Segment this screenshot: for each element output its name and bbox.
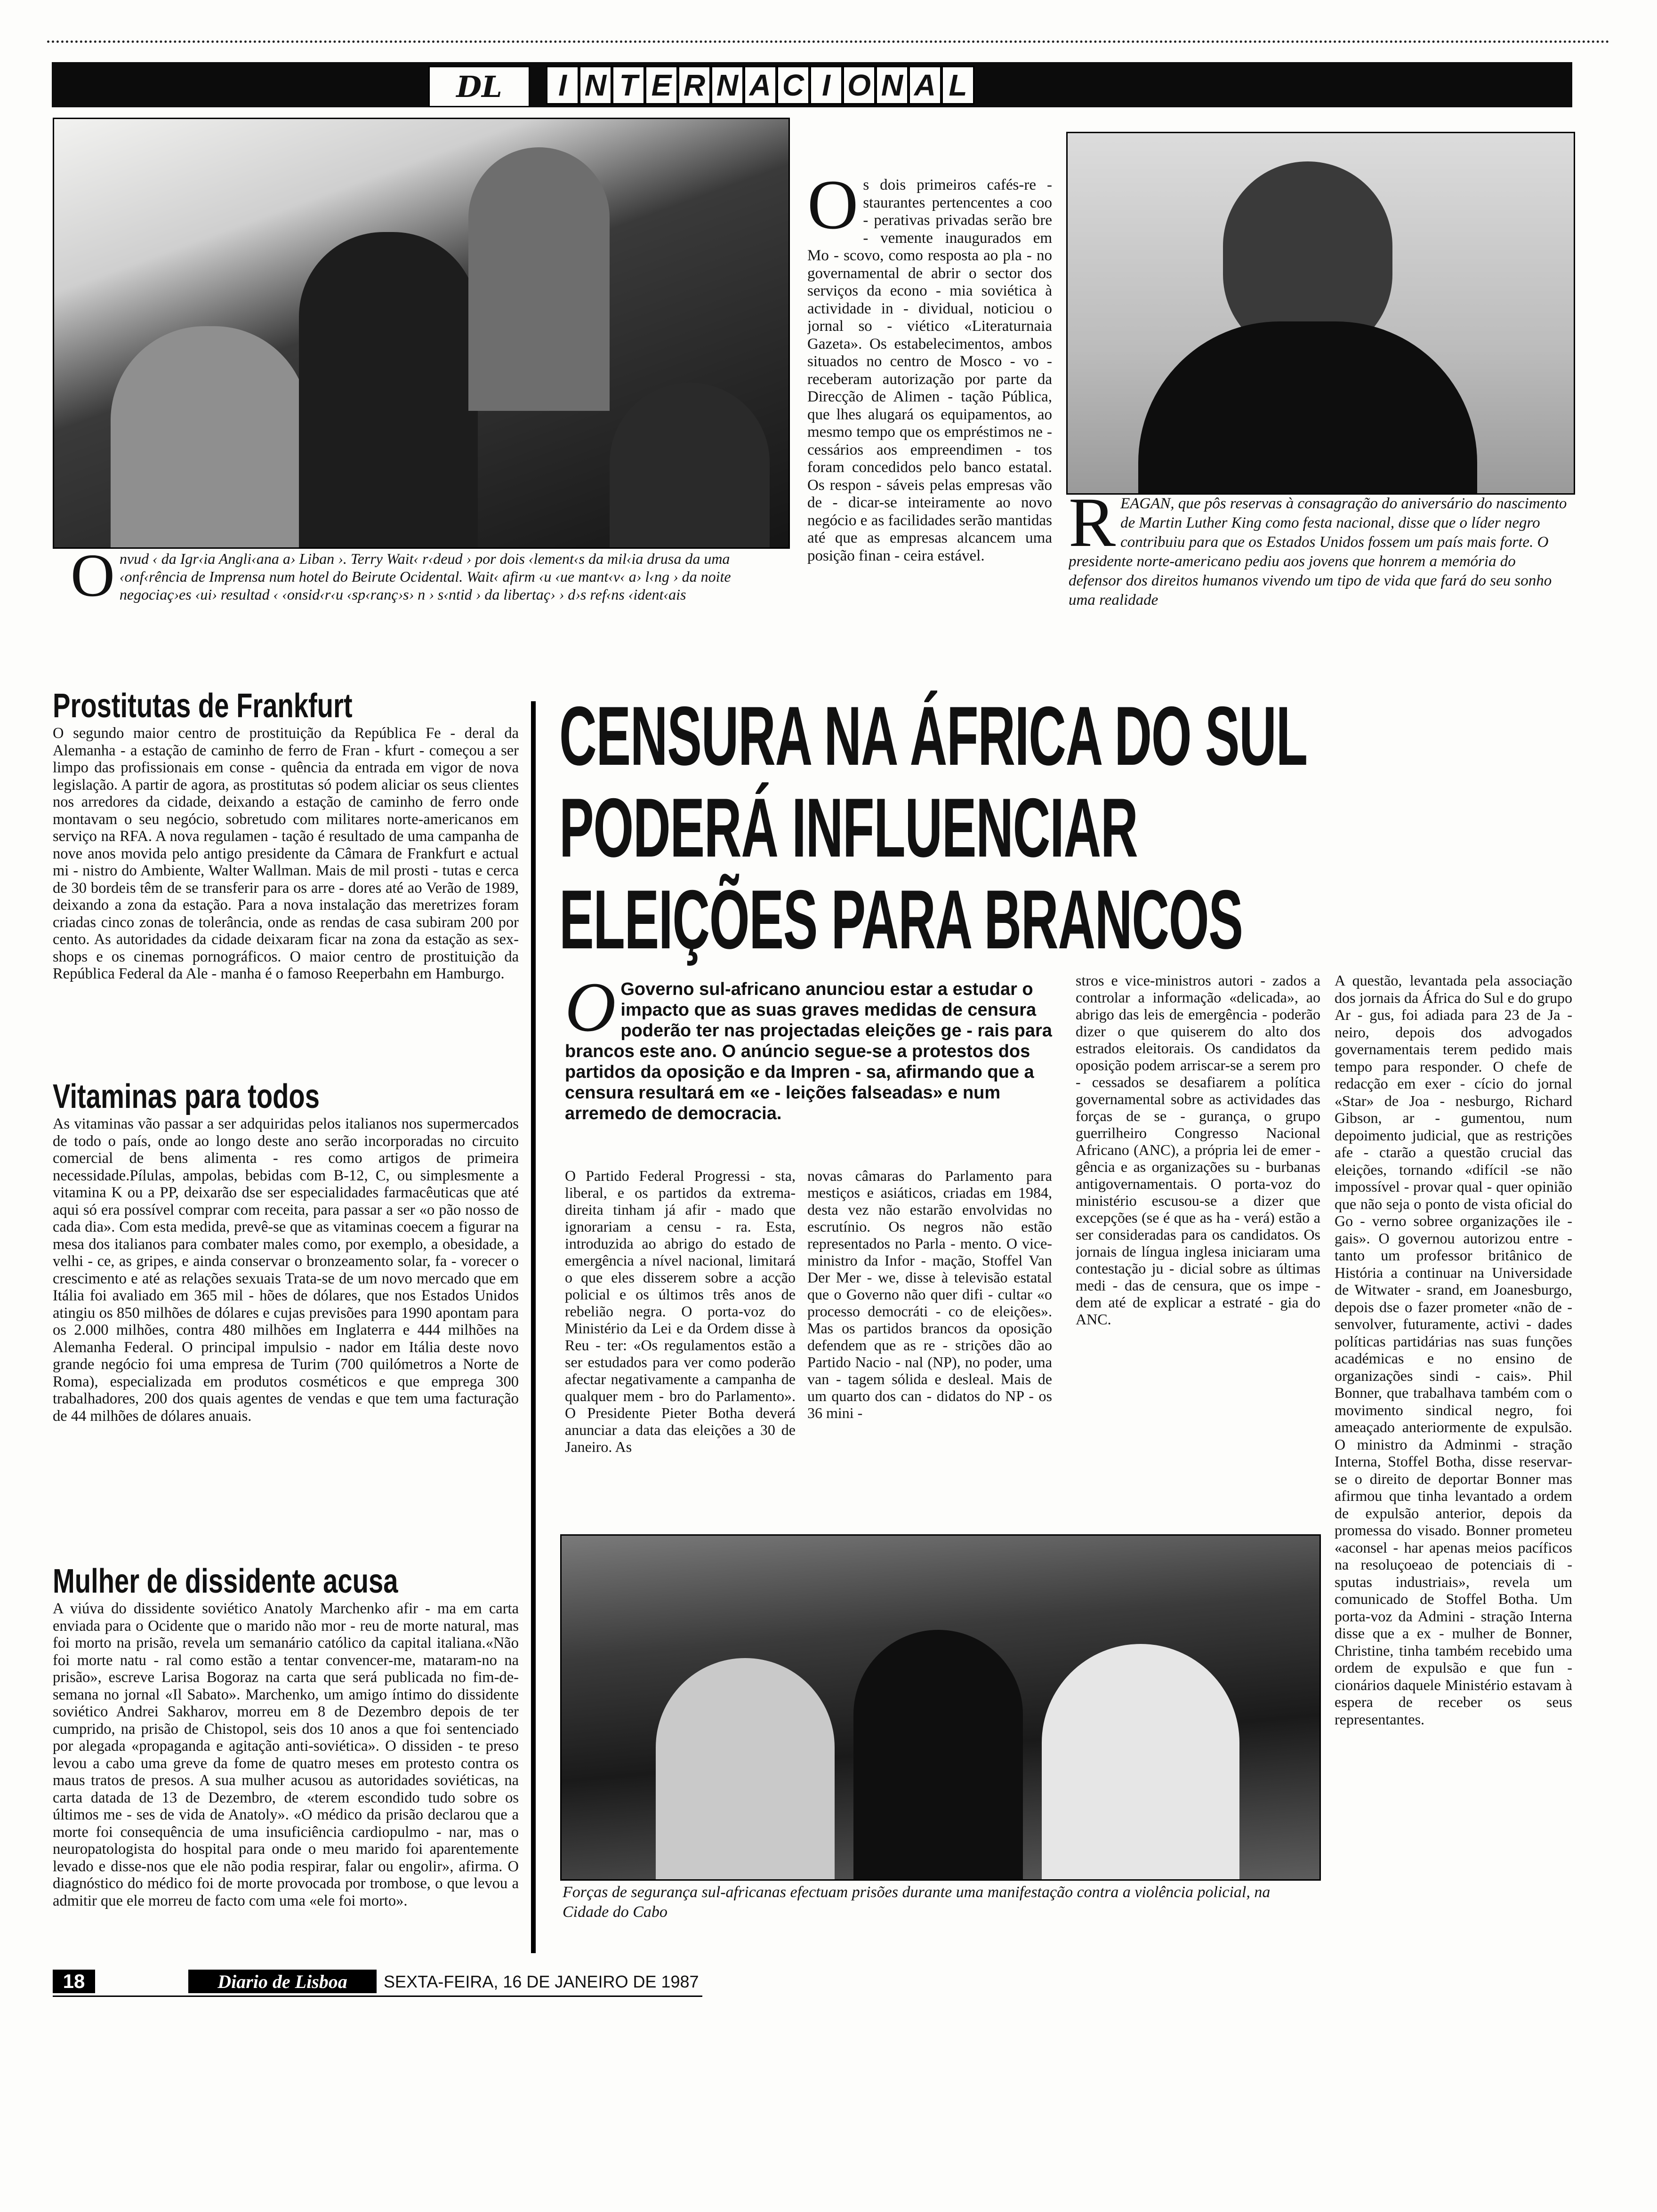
caption-text: EAGAN, que pôs reservas à consagração do aniversário do nascimento de Martin Luther King como festa nacional, disse que o líder negro contribuiu para que os Estados Unidos fossem um país mais forte. O presidente norte-americano pediu aos jovens que honrem a memória do defensor dos direitos humanos vivendo um tipo de vida que fará do seu sonho uma realidade (1069, 495, 1567, 609)
section-letter: L (941, 66, 974, 104)
article-cafes (807, 176, 1052, 671)
main-col-3 (1076, 972, 1320, 1490)
caption-dropcap: R (1069, 494, 1116, 561)
section-letter: T (612, 66, 645, 104)
brief-prostitutas (53, 687, 519, 1097)
caption-dropcap: O (71, 550, 115, 609)
main-col-1 (565, 1167, 796, 1492)
photo-figure (299, 232, 478, 547)
section-letter: A (909, 66, 941, 104)
section-letter: N (579, 66, 612, 104)
section-title (546, 66, 974, 104)
main-headline-line3: ELEIÇÕES PARA BRANCOS (559, 873, 1243, 966)
article-dropcap: O (807, 176, 859, 244)
footer-rule (53, 1996, 702, 1997)
section-letter: N (876, 66, 909, 104)
photo-figure (656, 1658, 835, 1879)
masthead-logo (428, 66, 530, 107)
section-letter: I (810, 66, 843, 104)
section-letter: I (546, 66, 579, 104)
page-number: 18 (63, 1970, 85, 1992)
brief-heading: Vitaminas para todos (53, 1078, 320, 1115)
section-letter: E (645, 66, 678, 104)
logo-text: DL (456, 69, 502, 104)
top-dotted-rule (47, 40, 1610, 43)
photo-reagan (1066, 132, 1575, 495)
column-rule (531, 701, 536, 1953)
section-letter: N (711, 66, 744, 104)
lead-text: Governo sul-africano anunciou estar a estudar o impacto que as suas graves medidas de censura poderão ter nas projectadas eleições ge - rais para brancos este ano. O anúncio segue-se a protestos dos partidos da oposição e da Impren - sa, afirmando que a censura resultará em «e - leições falseadas» e num arremedo de democracia. (565, 979, 1052, 1123)
main-col-text: O Partido Federal Progressi - sta, liberal, e os partidos da extrema-direita tinham já afir - mado que ignorariam a censu - ra. Esta, introduzida ao abrigo do estado de emergência a nível nacional, limitará o que eles disserem sobre a acção policial e os últimos três anos de rebelião negra. O porta-voz do Ministério da Lei e da Ordem disse à Reu - ter: «Os regulamentos estão a ser estudados para ver como poderão afectar negativamente a campanha de qualquer mem - bro do Parlamento». O Presidente Pieter Botha deverá anunciar a data das eleições a 30 de Janeiro. As (565, 1167, 796, 1455)
section-letter: O (843, 66, 876, 104)
brief-text: As vitaminas vão passar a ser adquiridas pelos italianos nos supermercados de todo o país, onde ao longo deste ano serão incorporadas no circuito comercial de bens alimenta - res como artigos de primeira necessidade.Pílulas, ampolas, bebidas com B-12, C, ou simplesmente a vitamina K ou a PP, deixarão dse ser especialidades farmacêuticas que até aqui só era possível comprar com receita, para passar a ser «o pão nosso de cada dia». Com esta medida, prevê-se que as vitaminas coecem a figurar na mesa dos italianos para combater males como, por exemplo, a obesidade, a velhi - ce, as gripes, e ainda conservar o bronzeamento solar, fa - vorecer o crescimento e até as relações sexuais Trata-se de um novo mercado que em Itália foi avaliado em 365 mil - hões de dólares, que nos Estados Unidos atingiu os 850 milhões de dólares e cujas previsões para 1990 apontam para os 2.000 milhões, contra 480 milhões em Inglaterra e 444 milhões na Alemanha Federal. O principal impulsio - nador em Itália deste novo grande negócio foi uma empresa de Turim (700 quilómetros a Norte de Roma), especializada em produtos cosméticos e que emprega 300 trabalhadores, 200 dos quais agentes de vendas e que tem uma facturação de 44 milhões de dólares anuais. (53, 1115, 519, 1425)
section-letter: R (678, 66, 711, 104)
brief-heading: Prostitutas de Frankfurt (53, 687, 353, 725)
photo-figure (1138, 321, 1477, 495)
footer-date: SEXTA-FEIRA, 16 DE JANEIRO DE 1987 (384, 1972, 699, 1991)
main-col-2 (807, 1167, 1052, 1492)
main-headline-line1: CENSURA NA ÁFRICA DO SUL (559, 689, 1307, 783)
photo-figure (610, 383, 770, 547)
photo-figure (853, 1630, 1023, 1879)
photo-terry-waite (53, 118, 790, 549)
section-letter: A (744, 66, 777, 104)
brief-heading: Mulher de dissidente acusa (53, 1563, 398, 1600)
section-letter: C (777, 66, 810, 104)
brief-text: O segundo maior centro de prostituição da República Fe - deral da Alemanha - a estação de caminho de ferro de Fran - kfurt - começou a ser limpo das profissionais em conse - quência da entrada em vigor de nova legislação. A partir de agora, as prostitutas só podem aliciar os seus clientes nos arredores da cidade, deixando a estação de caminho de ferro onde montavam o seu negócio, sobretudo com militares norte-americanos em serviço na RFA. A nova regulamen - tação é resultado de uma campanha de nove anos movida pelo antigo presidente da Câmara de Frankfurt e actual mi - nistro do Ambiente, Walter Wallman. Mais de mil prosti - tutas e cerca de 30 bordeis têm de se transferir para os arre - dores até ao Verão de 1989, deixando a zona da estação. Para a nova instalação das meretrizes foram criadas cinco zonas de tolerância, onde as rendas de casa subiram 200 por cento. As autoridades da cidade deixaram ficar na zona da estação as sex-shops e os cinemas pornográficos. O maior centro de prostituição da República Federal da Ale - manha é o famoso Reeperbahn em Hamburgo. (53, 725, 519, 982)
main-headline-line2: PODERÁ INFLUENCIAR (559, 781, 1138, 874)
caption-text: nvud ‹ da Igr‹ia Angli‹ana a› Liban ›. Terry Wait‹ r‹deud › por dois ‹lement‹s da mil‹ia drusa da uma ‹onf‹rência de Imprensa num hotel do Beirute Ocidental. Wait‹ afirm ‹u ‹ue mant‹v‹ a› l‹ng › da noite negociaç›es ‹ui› resultad ‹ ‹onsid‹r‹u ‹sp‹ranç›s› n › s‹ntid › da libertaç› › d›s ref‹ns ‹ident‹ais (119, 550, 731, 603)
photo-figure (468, 147, 610, 411)
main-col-text: A questão, levantada pela associação dos jornais da África do Sul e do grupo Ar - gus, foi adiada para 23 de Ja - neiro, depois dos advogados governamentais terem pedido mais tempo para responder. O chefe de redacção em exer - cício do jornal «Star» de Joa - nesburgo, Richard Gibson, ar - gumentou, num depoimento judicial, que as restrições afe - ctarão a questão crucial das eleições, tornando «difícil -se não impossível - provar qual - quer opinião que não seja o ponto de vista oficial do Go - verno sobree organizações ile - gais». O governou autorizou entre - tanto um professor britânico de História a continuar na Universidade de Witwater - srand, em Joanesburgo, depois dse o fazer prometer «não de - senvolver, futuramente, activi - dades políticas partidárias nas suas funções académicas e no ensino de organizações sindi - cais». Phil Bonner, que trabalhava também com o movimento sindical negro, foi ameaçado anteriormente de expulsão. O ministro da Adminmi - stração Interna, Stoffel Botha, disse reservar-se o direito de deportar Bonner mas afirmou que tinha levantado a ordem de expulsão anterior, depois da promessa do visado. Bonner prometeu «aconsel - har apenas meios pacíficos na resoluçoeao de potenciais di - sputas industriais», revela um comunicado de Stoffel Botha. Um porta-voz da Admini - stração Interna disse que a ex - mulher de Bonner, Christine, tinha também recebido uma ordem de expulsão e que fun - cionários daquele Ministério estavam à espera de receber os seus representantes. (1335, 972, 1572, 1728)
photo-figure (1042, 1644, 1239, 1879)
footer-paper-name-box (188, 1970, 377, 1993)
brief-dissidente (53, 1563, 519, 1967)
main-col-text: stros e vice-ministros autori - zados a controlar a informação «delicada», ao abrigo das leis de emergência - poderão dizer o que quiserem do alto dos estrados eleitorais. Os candidatos da oposição podem arriscar-se a serem pro - cessados se desafiarem a política governamental sobre as actividades das forças de se - gurança, o grupo guerrilheiro Congresso Nacional Africano (ANC), a própria lei de emer - gência e as organizações su - burbanas antigovernamentais. O porta-voz do ministério escusou-se a dizer que excepções (se é que as ha - verá) estão a ser consideradas para os candidatos. Os jornais de língua inglesa iniciaram uma contestação ju - dicial sobre as últimas medi - das de censura, que os impe - dem até de explicar a estraté - gia do ANC. (1076, 972, 1320, 1328)
photo-figure (111, 326, 308, 547)
photo-caption-waite (71, 550, 781, 677)
brief-text: A viúva do dissidente soviético Anatoly Marchenko afir - ma em carta enviada para o Ocidente que o marido não mor - reu de morte natural, mas foi morto na prisão, revela um semanário católico da capital italiana.«Não foi morte natu - ral como estão a tentar convencer-me, mataram-no na prisão», escreve Larisa Bogoraz na carta que será publicada no fim-de-semana no jornal «Il Sabato». Marchenko, um amigo íntimo do dissidente soviético Andrei Sakharov, morreu em 8 de Dezembro depois de ter cumprido, na prisão de Chistopol, seis dos 10 anos a que foi sentenciado por alegada «propaganda e agitação anti-soviética». O dissiden - te preso levou a cabo uma greve da fome de quatro meses em protesto contra os maus tratos de presos. A sua mulher acusou as autoridades soviéticas, na carta datada de 13 de Dezembro, de «terem escondido tudo sobre os últimos me - ses de vida de Anatoly». «O médico da prisão declarou que a morte foi consequência de uma insuficiência cardiopulmo - nar, mas o neuropatologista do hospital para onde o meu marido foi aparentemente levado e disse-nos que ele não podia respirar, falar ou engolir», afirma. O diagnóstico do médico foi de morte provocada por trombose, o que levou a admitir que ele morreu de facto com uma «ele foi morto». (53, 1600, 519, 1909)
article-text: s dois primeiros cafés-re - staurantes pertencentes a coo - perativas privadas serão bre - vemente inaugurados em Mo - scovo, como resposta ao pla - no governamental de abrir o sector dos serviços da econo - mia soviética à actividade in - dividual, noticiou o jornal so - viético «Literaturnaia Gazeta». Os estabelecimentos, ambos situados no centro de Mosco - vo - receberam autorização por parte da Direcção de Alimen - tação Pública, que lhes alugará os equipamentos, ao mesmo tempo que os empréstimos ne - cessários aos empreendimen - tos foram concedidos pelo banco estatal. Os respon - sáveis pelas empresas vão de - dicar-se inteiramente ao novo negócio e as facilidades serão mantidas até que as empresas alcancem uma posição finan - ceira estável. (807, 176, 1052, 564)
main-lead (565, 979, 1054, 1153)
photo-caption-reagan (1069, 494, 1572, 692)
photo-cape-town-arrests (560, 1534, 1321, 1881)
lead-dropcap: O (565, 979, 616, 1046)
footer-page-number-box (53, 1970, 95, 1993)
main-col-text: novas câmaras do Parlamento para mestiços e asiáticos, criadas em 1984, desta vez não estarão envolvidas no escrutínio. Os negros não estão representados no Parla - mento. O vice-ministro da Infor - mação, Stoffel Van Der Mer - we, disse à televisão estatal que o Governo não quer difi - cultar «o processo democráti - co de eleições». Mas os partidos brancos da oposição defendem que as re - strições dão ao Partido Nacio - nal (NP), no poder, uma van - tagem sólida e desleal. Mais de um quarto dos can - didatos do NP - os 36 mini - (807, 1167, 1052, 1421)
photo-caption-cape-town: Forças de segurança sul-africanas efectuam prisões durante uma manifestação contra a violência policial, na Cidade do Cabo (563, 1883, 1271, 1921)
paper-name: Diario de Lisboa (217, 1971, 347, 1992)
brief-vitaminas (53, 1078, 519, 1572)
main-col-4 (1335, 972, 1572, 1970)
